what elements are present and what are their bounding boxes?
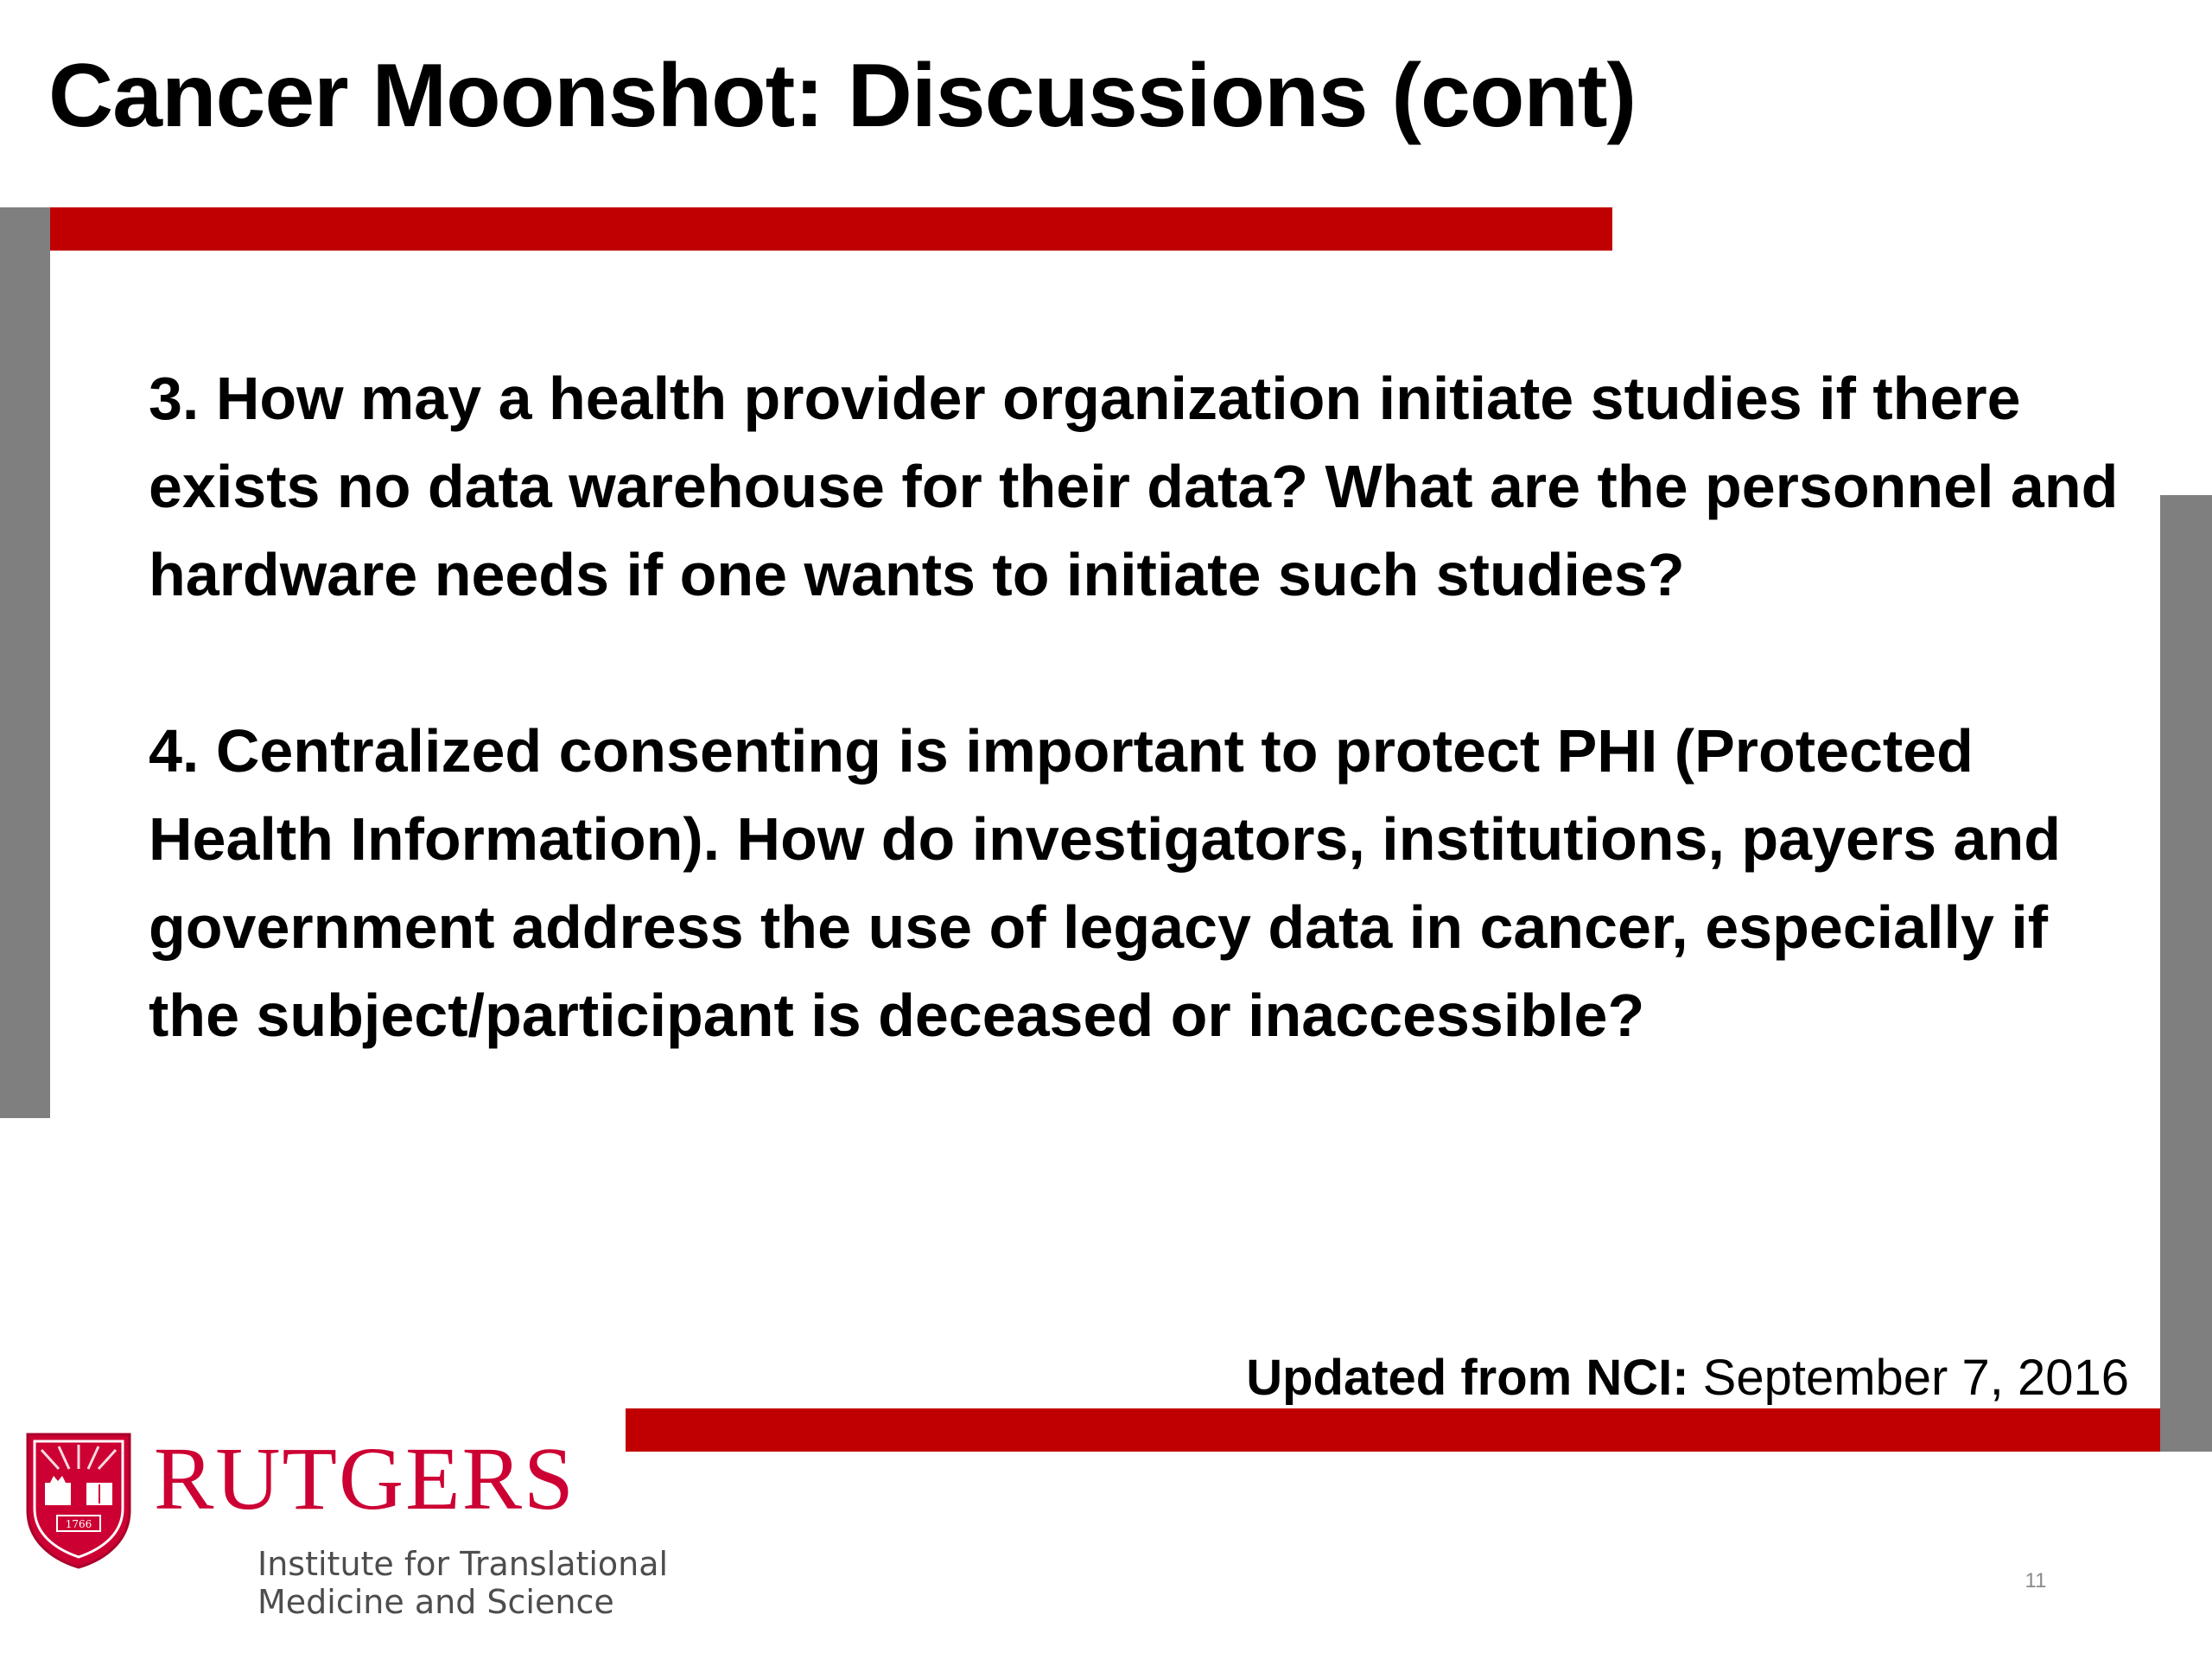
question-3: 3. How may a health provider organization initiate studies if there exists no data warehouse for their data? What are the personnel and hardware needs if one wants to initiate such studies? — [149, 365, 2119, 608]
page-number: 11 — [2024, 1569, 2047, 1592]
right-gray-bar — [2160, 495, 2212, 1452]
source-label: Updated from NCI: — [1246, 1350, 1689, 1406]
top-red-bar — [50, 207, 1612, 251]
institute-name — [257, 1545, 668, 1621]
rutgers-shield-icon — [24, 1431, 133, 1569]
shield-year: 1766 — [65, 1518, 92, 1530]
source-line — [1246, 1348, 2129, 1408]
slide-title: Cancer Moonshot: Discussions (cont) — [48, 46, 1637, 146]
institute-line-1: Institute for Translational — [257, 1545, 669, 1583]
rutgers-logo — [24, 1429, 669, 1621]
institute-line-2: Medicine and Science — [257, 1583, 614, 1621]
bottom-red-bar — [626, 1408, 2160, 1452]
rutgers-wordmark: RUTGERS — [154, 1429, 575, 1529]
slide-body — [149, 354, 2136, 1059]
left-gray-bar — [0, 207, 50, 1118]
source-date: September 7, 2016 — [1702, 1350, 2129, 1406]
question-4: 4. Centralized consenting is important to protect PHI (Protected Health Information). How do investigators, institutions, payers and government address the use of legacy data in cancer, especially if the subject/participant is deceased or inaccessible? — [149, 717, 2061, 1049]
